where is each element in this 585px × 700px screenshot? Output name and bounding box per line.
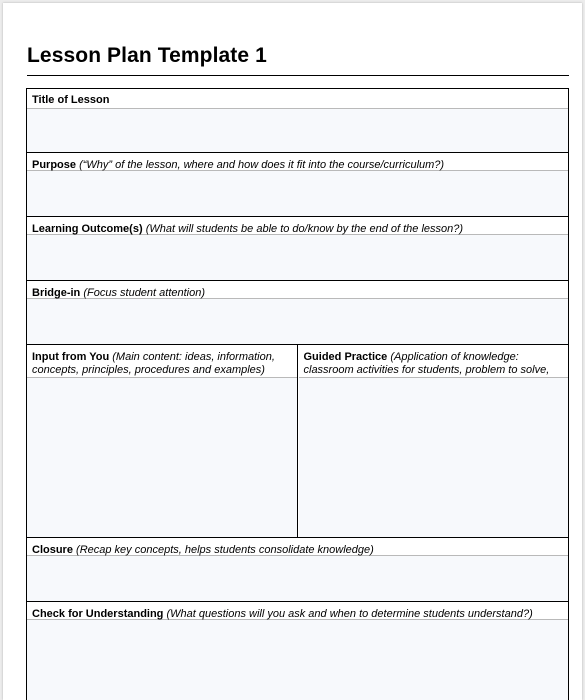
cell-guided-practice xyxy=(299,345,569,537)
field-check-for-understanding[interactable] xyxy=(27,620,568,700)
header-input-from-you xyxy=(27,345,297,378)
header-learning-outcomes xyxy=(27,217,568,235)
lesson-plan-table xyxy=(26,88,569,700)
row-input-and-practice xyxy=(27,345,568,538)
row-title-of-lesson xyxy=(27,89,568,153)
page-title: Lesson Plan Template 1 xyxy=(27,44,267,67)
cell-closure xyxy=(27,538,568,601)
hint-input-from-you: (Main content: ideas, information, concepts, principles, procedures and examples) xyxy=(32,351,275,376)
header-bridge-in xyxy=(27,281,568,299)
header-purpose xyxy=(27,153,568,171)
hint-learning-outcomes: (What will students be able to do/know by the end of the lesson?) xyxy=(145,223,464,235)
document-page xyxy=(3,3,582,700)
cell-title-of-lesson xyxy=(27,89,568,152)
field-title-of-lesson[interactable] xyxy=(27,109,568,152)
field-input-from-you[interactable] xyxy=(27,378,297,537)
hint-purpose: (“Why” of the lesson, where and how does it fit into the course/curriculum?) xyxy=(79,159,445,171)
row-purpose xyxy=(27,153,568,217)
field-learning-outcomes[interactable] xyxy=(27,235,568,280)
hint-guided-practice: (Application of knowledge: classroom activities for students, problem to solve, xyxy=(303,351,550,376)
label-closure: Closure xyxy=(32,544,73,556)
label-guided-practice: Guided Practice xyxy=(303,351,388,363)
field-bridge-in[interactable] xyxy=(27,299,568,344)
row-check-for-understanding xyxy=(27,602,568,700)
cell-learning-outcomes xyxy=(27,217,568,280)
cell-check-for-understanding xyxy=(27,602,568,700)
label-input-from-you: Input from You xyxy=(32,351,110,363)
hint-closure: (Recap key concepts, helps students consolidate knowledge) xyxy=(76,544,374,556)
field-purpose[interactable] xyxy=(27,171,568,216)
label-purpose: Purpose xyxy=(32,159,77,171)
hint-check-for-understanding: (What questions will you ask and when to determine students understand?) xyxy=(166,608,533,620)
header-check-for-understanding xyxy=(27,602,568,620)
label-bridge-in: Bridge-in xyxy=(32,287,81,299)
header-title-of-lesson xyxy=(27,89,568,109)
row-learning-outcomes xyxy=(27,217,568,281)
hint-bridge-in: (Focus student attention) xyxy=(83,287,206,299)
field-guided-practice[interactable] xyxy=(299,378,569,537)
header-closure xyxy=(27,538,568,556)
row-closure xyxy=(27,538,568,602)
label-title-of-lesson: Title of Lesson xyxy=(32,94,110,106)
title-underline xyxy=(27,75,569,76)
cell-purpose xyxy=(27,153,568,216)
row-bridge-in xyxy=(27,281,568,345)
cell-bridge-in xyxy=(27,281,568,344)
label-learning-outcomes: Learning Outcome(s) xyxy=(32,223,143,235)
field-closure[interactable] xyxy=(27,556,568,601)
label-check-for-understanding: Check for Understanding xyxy=(32,608,164,620)
header-guided-practice xyxy=(299,345,569,378)
cell-input-from-you xyxy=(27,345,297,537)
